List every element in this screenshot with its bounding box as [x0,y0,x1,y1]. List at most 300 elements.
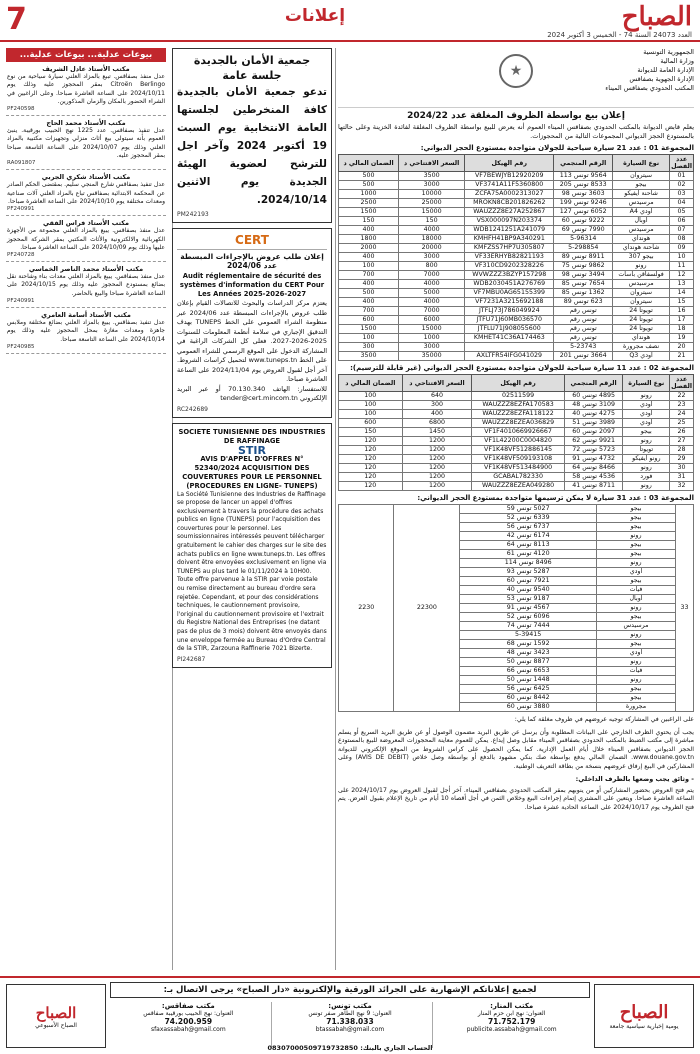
table-cell: WAUZZZ8E27A252867 [465,208,554,217]
table-cell: KMFZSS7HP7U305807 [465,244,554,253]
notice-title: مكتب الأستاذ عادل الشريف [42,65,130,73]
table-cell: WAUZZZ8EZEA049280 [472,482,564,491]
table-cell: 2500 [339,199,399,208]
table-cell: 8496 تونس 114 [460,559,597,568]
table-cell: 1000 [399,334,465,343]
table-cell: JTFLU71J908055600 [465,325,554,334]
office-address: العنوان: نهج ابن حزم المنار [477,1010,546,1017]
table-cell: 28 [670,446,694,455]
table-cell: بيجو [596,523,675,532]
table-cell: بيجو [596,685,675,694]
table-cell: 1200 [402,455,472,464]
notice-title: مكتب الأستاذ محمد الحاج [46,119,126,128]
table-cell: 1500 [339,208,399,217]
table-cell: 1500 [339,325,399,334]
table-row [339,208,694,217]
footer-logo-right[interactable] [594,984,694,1048]
table-cell: GCABAL782330 [472,473,564,482]
table-cell: 05 [670,208,694,217]
table-cell: VF3741A11F5360800 [465,181,554,190]
table-cell: 01 [670,172,694,181]
table-cell: رونو [596,559,675,568]
table-cell: 24 [670,410,694,419]
tender-header [338,48,694,108]
table-row [339,262,694,271]
table-cell: تويوتا 24 [613,316,670,325]
table-cell: 3500 [339,352,399,361]
table-cell: 13 [670,280,694,289]
table-cell: 08 [670,235,694,244]
office-contact [432,1002,590,1048]
table-cell: 15 [670,298,694,307]
table-cell: 600 [339,316,399,325]
table-cell: 03 [670,190,694,199]
table-cell: 30 [670,464,694,473]
table-cell: 300 [339,343,399,352]
table-cell: 8466 تونس 64 [564,464,623,473]
table-cell: 3109 تونس 48 [564,401,623,410]
table-cell: 9222 تونس 60 [554,217,613,226]
tender-rules-text: يجب أن يحتوي الظرف الخارجي على البيانات المطلوبة وأن يرسل عن طريق البريد مضمون الوصول أو عن طريق البريد السريع أو يسلم مباشرة إلى مكتب الضبط بالمكتب الحدودي بصفاقس الميناء مقابل وصل إيداع. يمكن للعموم معاينة المحجوزات المعروضة للبيع بالمستودع الحجز الديواني بصفاقس الميناء خلال أيام العمل الإدارية. كما يمكن الحصول على كراس الشروط من الموقع الإلكتروني للديوانة www.douane.gov.tn. الضمان المالي يدفع بواسطة صك بنكي مشهود بالدفع أو بواسطة وصل خلاص (AVIS DE DEBIT) وعلى المشاركين في البيع إرفاق عروضهم بنسخة من بطاقة التعريف الوطنية. [338,728,694,770]
office-contact [110,1002,267,1048]
table-cell: 6096 تونس 52 [460,613,597,622]
page-number: 7 [6,2,27,37]
ministry-line: الجمهورية التونسية [643,48,694,56]
table-header: السعر الافتتاحي د [402,375,472,392]
office-address: العنوان: 9 نهج الطاهر صفر تونس [308,1010,392,1017]
table-cell: مرسيدس [613,199,670,208]
table-row [339,289,694,298]
table-header: رقم الهيكل [465,155,554,172]
assembly-text: تدعو جمعية الأمان بالجديدة كافة المنخرطين لجلستها العامة الانتخابية يوم السبت 19 أكتوبر 2024 وآخر اجل للترشح لعضوية الهيئة الجديدة يوم الاثنين 2024/10/14. [177,86,327,206]
notice-ref: RA091807 [7,160,36,167]
table-cell: 400 [339,226,399,235]
table-cell: 5-298854 [554,244,613,253]
table-cell: WDB1241251A241079 [465,226,554,235]
office-phone[interactable]: 71.338.033 [326,1017,374,1026]
table-row [339,392,694,401]
notice-text: عدل تنفيذ بصفاقس. يبيع بالمزاد العلني بضائع مختلفة وملابس جاهزة ومعدات مغازة بمحل المحجوز عليه وذلك يوم 2024/10/14 على الساعة التاسعة صباحا. [7,319,165,343]
table-cell: 6425 تونس 56 [460,685,597,694]
table-cell: WAUZZZ8EZFA118122 [472,410,564,419]
table-cell: 3989 تونس 51 [564,419,623,428]
table-row [339,410,694,419]
table-cell: 500 [339,181,399,190]
cert-title-fr: Audit réglementaire de sécurité des systèmes d'information du CERT Pour Les Années 2025-2026-2027 [179,272,325,298]
table-cell: تونس رقم [554,316,613,325]
table-cell: 4000 [399,226,465,235]
table-row [339,298,694,307]
table-cell: 8113 تونس 64 [460,541,597,550]
office-email[interactable]: sfaxassabah@gmail.com [150,1026,226,1033]
table-cell: سيتروان [613,289,670,298]
group1-title: المجموعة 01 : عدد 21 سيارة سياحية للجولان متواجدة بمستودع الحجز الديواني: [420,144,694,152]
customs-emblem-icon: ★ [499,54,533,88]
table-cell: سيتروان [613,172,670,181]
office-phone[interactable]: 71.752.179 [487,1017,536,1026]
table-cell: 4536 تونس 58 [564,473,623,482]
table-cell: 4732 تونس 91 [564,455,623,464]
table-cell [465,343,554,352]
table-cell: أودي [623,401,670,410]
table-cell: فولسفاقن باسات [613,271,670,280]
table-cell: 25 [670,419,694,428]
notice-title: مكتب الأستاذ أسامة العامري [41,311,131,320]
table-cell: 500 [339,172,399,181]
table-cell: VF33ERHYB82821193 [465,253,554,262]
table-cell: 6737 تونس 56 [460,523,597,532]
table-cell: رونو [623,437,670,446]
ministry-line: وزارة المالية [660,57,694,65]
table-cell: رونو ايفيكو [623,455,670,464]
table-row [339,482,694,491]
table-cell: 6174 تونس 42 [460,532,597,541]
table-row [339,280,694,289]
classified-notice [6,308,166,354]
table-cell: 150 [339,428,403,437]
notice-ref: PF240991 [7,298,35,305]
ministry-line: الإدارة الجهوية بصفاقس [629,75,694,83]
office-address: العنوان: نهج الحبيب بورقيبة صفاقس [143,1010,234,1017]
table-cell: 09 [670,244,694,253]
table-cell: تونس رقم [554,307,613,316]
table-cell: رونو [596,631,675,640]
classified-notice [6,170,166,216]
table-header: رقم الهيكل [472,375,564,392]
table-cell: 150 [399,217,465,226]
group2-title: المجموعة 02 : عدد 11 سيارة سياحية للجولان متواجدة بمستودع الحجز الديواني (غير قابلة للترسيم): [350,364,694,372]
table-row [339,352,694,361]
table-cell: 7000 [399,307,465,316]
notice-text: عدل منفذ بصفاقس. يبيع بالمزاد العلني مجموعة من الأجهزة الكهربائية والالكترونية والأثاث المكتبي بمقر الشركة المحجوز عليها وذلك يوم 2024/10/09 على الساعة العاشرة صباحا. [7,227,165,251]
table-cell: 3000 [399,343,465,352]
office-email[interactable]: publicite.assabah@gmail.com [466,1026,557,1033]
middle-column [172,48,332,970]
footer-logo-left[interactable] [6,984,106,1048]
table-cell: 10 [670,253,694,262]
table-cell: 6800 [402,419,472,428]
table-cell: 22300 [394,505,460,712]
footer-logo-sub: الصباح الأسبوعي [35,1021,77,1029]
table-cell: 300 [402,401,472,410]
notice-ref: PF240598 [7,106,35,113]
section-title: إعلانات [284,6,346,26]
customs-tender-ad [338,48,694,970]
table-cell: WVWZZZ3BZYP157298 [465,271,554,280]
table-cell: 33 [676,505,694,712]
table-cell: 9862 تونس 75 [554,262,613,271]
table-cell: 1450 [402,428,472,437]
cert-ad [172,228,332,418]
table-row [339,226,694,235]
table-cell: شاحنة هونداي [613,244,670,253]
table-row [339,473,694,482]
table-cell: 600 [339,419,403,428]
table-cell: بيجو [596,640,675,649]
table-cell: KMHFH41BP9A340291 [465,235,554,244]
table-cell: 2097 تونس 60 [564,428,623,437]
table-header: نوع السيارة [623,375,670,392]
table-cell: تونس رقم [554,325,613,334]
table-cell: أودي Q3 [613,352,670,361]
table-cell: بيجو [596,541,675,550]
table-cell: فيات [596,586,675,595]
table-cell: 4120 تونس 61 [460,550,597,559]
table-cell: 1000 [339,190,399,199]
table-cell: رونو [596,658,675,667]
table-cell: 11 [670,262,694,271]
table-cell: 3500 [399,172,465,181]
table-cell: 23 [670,401,694,410]
office-phone[interactable]: 74.200.959 [164,1017,213,1026]
table-cell: 16 [670,307,694,316]
notice-title: مكتب الأستاذ شكري الجربي [41,173,131,182]
table-cell: 10000 [399,190,465,199]
table-header: نوع السيارة [613,155,670,172]
table-cell: 6052 تونس 127 [554,208,613,217]
table-cell: 700 [339,271,399,280]
table-row [339,235,694,244]
footer-contact-head: لجميع إعلاناتكم الإشهارية على الجرائد الورقية والإلكترونية «دار الصباح» يرجى الاتصال بـ: [110,982,590,998]
table-cell: 120 [339,473,403,482]
table-cell: VF1K48VF513484900 [472,464,564,473]
table-header: عدد الفصل [671,156,692,170]
table-row [339,244,694,253]
table-cell: رونو [596,604,675,613]
table-cell: 100 [339,392,403,401]
table-cell: تونس رقم [554,334,613,343]
table-row [339,455,694,464]
table-cell: 20 [670,343,694,352]
table-cell: VF1K48VF512886145 [472,446,564,455]
notice-ref: PF240991 [7,206,35,213]
classified-notice [6,62,166,116]
table-cell: 4895 تونس 60 [564,392,623,401]
table-cell: 21 [670,352,694,361]
group3-table [338,504,694,712]
table-cell: سيتروان [613,298,670,307]
table-cell: 20000 [399,244,465,253]
table-row [339,307,694,316]
tender-rules-intro: على الراغبين في المشاركة توجيه عروضهم في ظروف مغلقة كما يلي: [514,716,694,723]
table-cell: 25000 [399,199,465,208]
table-cell: 5-39415 [460,631,597,640]
table-cell: 7444 تونس 74 [460,622,597,631]
table-cell: 02511599 [472,392,564,401]
table-cell: 1200 [402,464,472,473]
table-row [339,401,694,410]
table-row [339,190,694,199]
table-cell: 9564 تونس 113 [554,172,613,181]
table-row [339,464,694,473]
notice-title: مكتب الأستاذ فراس الفقي [42,219,130,228]
table-cell: 2000 [339,244,399,253]
classified-notice [6,216,166,262]
assembly-ref: PM242193 [177,211,209,218]
table-cell: 6000 [399,316,465,325]
assembly-subtitle: جلسة عامة [222,69,282,82]
table-cell: 22 [670,392,694,401]
table-cell: 8877 تونس 50 [460,658,597,667]
table-cell: 12 [670,271,694,280]
table-cell: بيجو [596,613,675,622]
table-row [339,428,694,437]
page-header [0,0,700,42]
table-row [339,253,694,262]
table-cell: AXLTFR54IFG041029 [465,352,554,361]
table-cell: 5-96314 [554,235,613,244]
table-row [339,217,694,226]
table-cell: رونو [613,262,670,271]
group1-table [338,154,694,361]
footer-logo-sub: يومية إخبارية سياسية جامعة [609,1023,679,1030]
table-cell: 500 [339,289,399,298]
table-header: عدد الفصل [671,376,692,390]
footer-logo-title: الصباح [35,1003,77,1022]
notices-list [6,62,166,354]
table-cell: 3880 تونس 60 [460,703,597,712]
cert-logo: CERT [177,233,327,250]
office-name: مكتب صفاقس: [161,1002,215,1010]
table-cell: VF7231A3215692188 [465,298,554,307]
table-cell: بيجو [596,514,675,523]
table-cell: 700 [339,307,399,316]
table-row [339,181,694,190]
table-cell: 1448 تونس 50 [460,676,597,685]
tender-title: إعلان بيع بواسطة الظروف المغلقة عدد 2024/22 [407,111,625,121]
table-cell: أوبال [596,595,675,604]
table-cell: رونو [596,532,675,541]
table-row [339,271,694,280]
stir-logo: STIR [238,443,266,457]
table-cell: 26 [670,428,694,437]
table-cell: JTFU71J60MB036570 [465,316,554,325]
table-cell: VF7MBU0AG65155399 [465,289,554,298]
table-cell: 5-23743 [554,343,613,352]
table-cell: 32 [670,482,694,491]
office-name: مكتب تونس: [328,1002,372,1010]
table-cell: بيجو [596,577,675,586]
table-cell: 7990 تونس 69 [554,226,613,235]
table-cell: 100 [339,262,399,271]
table-cell: 5723 تونس 72 [564,446,623,455]
table-row [339,325,694,334]
table-cell: KMHET41C36A174463 [465,334,554,343]
table-cell: 07 [670,226,694,235]
table-cell: 120 [339,446,403,455]
table-cell: 120 [339,455,403,464]
assembly-title: جمعية الأمان بالجديدة [193,54,311,67]
table-cell: 1200 [402,482,472,491]
table-cell: 15000 [399,208,465,217]
table-row [339,446,694,455]
table-cell: 8711 تونس 41 [564,482,623,491]
tender-rules-subtitle: - وثائق يجب وضعها بالظرف الداخلي: [575,774,694,783]
table-cell: 1362 تونس 85 [554,289,613,298]
table-cell: نصف مجرورة [613,343,670,352]
masthead[interactable] [502,3,692,39]
masthead-logo: الصباح [621,2,692,32]
table-cell: رونو [623,464,670,473]
table-cell: 120 [339,437,403,446]
page-footer [0,976,700,1054]
table-header: الضمان المالي د [339,155,399,172]
table-cell: رونو [623,482,670,491]
table-cell: 4000 [399,280,465,289]
issue-info: العدد 24073 السنة 74 - الخميس 3 أكتوبر 2024 [547,31,692,39]
table-cell: 9187 تونس 53 [460,595,597,604]
table-cell: 14 [670,289,694,298]
table-cell: 623 تونس 89 [554,298,613,307]
table-cell: هونداي [613,334,670,343]
cert-contact: للاستفسار: الهاتف 70.130.340 أو عبر البريد الإلكتروني tender@cert.mincom.tn [177,384,327,402]
table-cell: 5027 تونس 59 [460,505,597,514]
table-cell: 100 [339,410,403,419]
table-cell: مرسيدس [613,226,670,235]
table-cell: بيجو [623,428,670,437]
table-cell: رونو [623,392,670,401]
table-cell: 06 [670,217,694,226]
table-row [339,343,694,352]
table-cell: 400 [339,298,399,307]
table-cell: 8911 تونس 89 [554,253,613,262]
table-cell: 17 [670,316,694,325]
table-cell: VF1K48VF509193108 [472,455,564,464]
table-cell: بيجو [613,181,670,190]
table-cell: 1200 [402,473,472,482]
notice-text: عدل تنفيذ بصفاقس شارع المنجي سليم. بمقتضى الحكم الصادر عن المحكمة الابتدائية بصفاقس تباع بالمزاد العلني آلات صناعية ومعدات مختلفة يوم 2024/10/10 على الساعة العاشرة صباحا. [7,181,165,205]
table-row [339,199,694,208]
table-cell: 6339 تونس 52 [460,514,597,523]
table-cell: 02 [670,181,694,190]
table-cell: بيجو [596,694,675,703]
cert-title-ar: إعلان طلب عروض بالإجراءات المبسطة عدد 2024/06 [180,252,324,270]
stir-title: AVIS D'APPEL D'OFFRES N° 52340/2024 ACQUISITION DES COUVERTURES POUR LE PERSONNEL (PROCEDURES EN LIGNE- TUNEPS) [182,454,322,490]
table-cell: أودي [596,649,675,658]
table-cell: فيات [596,667,675,676]
classified-notice [6,262,166,308]
table-cell: 1592 تونس 68 [460,640,597,649]
stir-org: SOCIETE TUNISIENNE DES INDUSTRIES DE RAFFINAGE [178,427,326,445]
table-cell: WAUZZZ8EZEA036829 [472,419,564,428]
table-cell: تويوتا 24 [613,307,670,316]
notice-text: عدل تنفيذ بصفاقس. عدد 1225 نهج الحبيب بورقيبة. ينبئ العموم بأنه سيتولى بيع أثاث منزلي وتجهيزات مكتبية بالمزاد العلني وذلك يوم 2024/10/07 على الساعة التاسعة صباحا بمقر المحجوز عليه. [7,127,165,160]
notice-ref: PF240985 [7,343,35,350]
table-cell: 5287 تونس 93 [460,568,597,577]
table-cell: 04 [670,199,694,208]
office-email[interactable]: btassabah@gmail.com [315,1026,385,1033]
ministry-block [574,48,694,93]
table-cell: مرسيدس [613,280,670,289]
table-cell: JTFLJ73J786049924 [465,307,554,316]
table-cell: 19 [670,334,694,343]
table-cell: 27 [670,437,694,446]
table-cell: 18 [670,325,694,334]
table-cell: 4275 تونس 40 [564,410,623,419]
table-cell: 15000 [399,325,465,334]
table-cell: 29 [670,455,694,464]
group2-table [338,374,694,491]
table-cell: 1200 [402,437,472,446]
table-cell: 4000 [399,298,465,307]
table-cell: 400 [339,280,399,289]
table-cell: 18000 [399,235,465,244]
table-cell: أودي [623,410,670,419]
table-cell: 6653 تونس 66 [460,667,597,676]
table-cell: 120 [339,464,403,473]
table-cell: هونداي [613,235,670,244]
table-cell: أودي [596,568,675,577]
